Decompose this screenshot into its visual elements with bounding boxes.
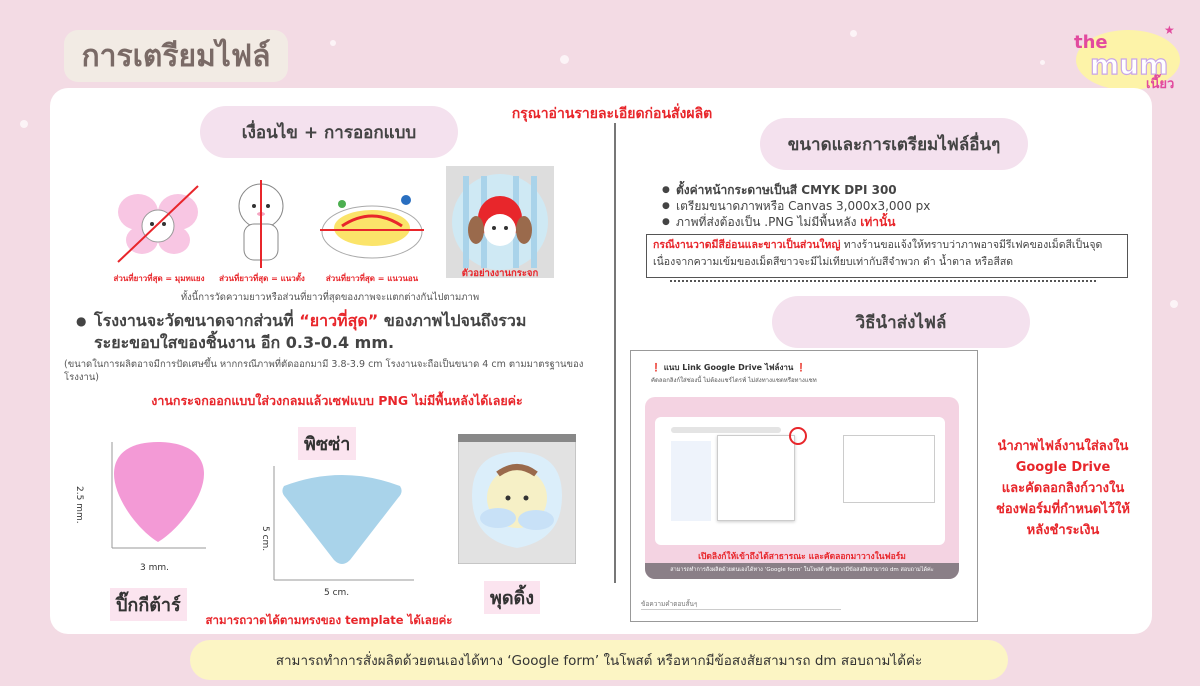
mirror-example-caption: ตัวอย่างงานกระจก [461,268,539,279]
example-caption: ส่วนที่ยาวที่สุด = มุมทแยง [113,274,205,283]
requirements-list [660,182,1100,230]
instruction-line: ช่องฟอร์มที่กำหนดไว้ให้ [996,502,1130,517]
dotted-separator [670,280,1096,282]
warning-text: ทางร้านขอแจ้งให้ทราบว่าภาพอาจมีรีเฟคของเม็ดสีเป็นจุดเนื่องจากความเข้มของเม็ดสีขาวจะมีไม่เทียบเท่ากับสีจำพวก ดำ น้ำตาล หรือสีสด [653,239,1103,268]
svg-text:เนี๊ยว: เนี๊ยว [1146,77,1175,92]
example-omurice-image [320,188,424,262]
bg-dot [560,55,569,64]
bg-dot [1170,300,1178,308]
example-butterfly-image [112,178,204,270]
example-caption: ส่วนที่ยาวที่สุด = แนวนอน [325,274,419,283]
upload-instructions [978,436,1148,541]
warning-highlight: กรณีงานวาดมีสีอ่อนและขาวเป็นส่วนใหญ่ [653,239,841,251]
instruction-line: นำภาพไฟล์งานใส่ลงใน [997,439,1129,454]
guitar-pick-template [92,436,212,576]
context-menu [717,435,795,521]
rule-text: ระยะขอบใสของชิ้นงาน อีก 0.3-0.4 mm. [94,333,395,352]
pizza-width-label: 5 cm. [324,588,350,598]
read-notice: กรุณาอ่านรายละเอียดก่อนสั่งผลิต [511,106,713,122]
drive-bottom-text: สามารถทำการสั่งผลิตด้วยตนเองได้ทาง ‘Google form’ ในโพสต์ หรือหากมีข้อสงสัยสามารถ dm สอบถามได้ค่ะ [670,567,934,573]
brand-logo [1066,18,1184,96]
bg-dot [330,40,336,46]
measure-note: ทั้งนี้การวัดความยาวหรือส่วนที่ยาวที่สุดของภาพจะแตกต่างกันไปตามภาพ [180,292,480,303]
rounding-note: (ขนาดในการผลิตอาจมีการปัดเศษขึ้น หากกรณีภาพที่ตัดออกมามี 3.8-3.9 cm โรงงานจะถือเป็นขนาด 4 cm ตามมาตรฐานของโรงงาน) [64,359,584,383]
svg-text:mum: mum [1090,48,1169,81]
share-dialog [843,435,935,503]
bg-dot [850,30,857,37]
form-answer-placeholder: ข้อความคำตอบสั้นๆ [641,600,698,608]
instruction-line: Google Drive [1015,460,1111,475]
share-highlight-circle [789,427,807,445]
guitar-pick-label: ปิ๊กกีต้าร์ [110,588,187,621]
footer-banner: สามารถทำการสั่งผลิตด้วยตนเองได้ทาง ‘Google form’ ในโพสต์ หรือหากมีข้อสงสัยสามารถ dm สอบถามได้ค่ะ [190,640,1008,680]
send-section-title: วิธีนำส่งไฟล์ [772,296,1030,348]
requirement-item [676,214,1100,230]
example-caption: ส่วนที่ยาวที่สุด = แนวตั้ง [219,274,305,283]
mirror-note: งานกระจกออกแบบใส่วงกลมแล้วเซฟแบบ PNG ไม่มีพื้นหลังได้เลยค่ะ [151,393,523,408]
rule-text: โรงงานจะวัดขนาดจากส่วนที่ [94,311,300,330]
example-cat-image [230,178,292,270]
pick-width-label: 3 mm. [140,563,169,573]
size-section-title: ขนาดและการเตรียมไฟล์อื่นๆ [760,118,1028,170]
pudding-label: พุดดิ้ง [484,581,540,614]
bg-dot [1040,60,1045,65]
google-form-screenshot [630,350,978,622]
column-divider [614,123,616,583]
template-note: สามารถวาดได้ตามทรงของ template ได้เลยค่ะ [205,613,453,627]
pizza-height-label: 5 cm. [260,526,270,552]
drive-window [655,417,945,545]
requirement-item: ● เตรียมขนาดภาพหรือ Canvas 3,000x3,000 px [676,198,1100,214]
form-subtext: คัดลอกลิงก์ใส่ช่องนี้ ไม่ต้องแชร์ไดรฟ์ ไม่ส่งทางแชตหรือทางแชท [651,377,817,384]
mirror-example-image [446,166,554,278]
pick-height-label: 2.5 mm. [74,486,84,524]
png-text: ภาพที่ส่งต้องเป็น .PNG ไม่มีพื้นหลัง [676,215,861,229]
rule-text: ของภาพไปจนถึงรวม [378,311,527,330]
color-warning-box [646,234,1128,278]
requirement-item: ● ตั้งค่าหน้ากระดาษเป็นสี CMYK DPI 300 [676,182,1100,198]
page-title: การเตรียมไฟล์ [64,30,288,82]
instruction-line: และคัดลอกลิงก์วางใน [1001,481,1125,496]
factory-rule: ● โรงงานจะวัดขนาดจากส่วนที่ “ยาวที่สุด” ของภาพไปจนถึงรวม ระยะขอบใสของชิ้นงาน อีก 0.3-0.4 mm. [76,311,527,352]
svg-text:★: ★ [1164,23,1175,37]
rule-highlight: “ยาวที่สุด” [299,311,379,330]
drive-overlay-note: เปิดลิงก์ให้เข้าถึงได้สาธารณะ และคัดลอกมาวางในฟอร์ม [698,552,906,562]
pudding-template-image [458,434,576,564]
form-heading: ❗ แนบ Link Google Drive ไฟล์งาน ❗ [651,363,807,372]
drive-mockup [645,397,959,579]
pizza-template [268,460,418,582]
bg-dot [20,120,28,128]
png-only: เท่านั้น [860,215,896,229]
instruction-line: หลังชำระเงิน [1026,523,1100,538]
conditions-section-title: เงื่อนไข + การออกแบบ [200,106,458,158]
pizza-label: พิซซ่า [298,427,356,460]
svg-text:the: the [1074,32,1108,53]
